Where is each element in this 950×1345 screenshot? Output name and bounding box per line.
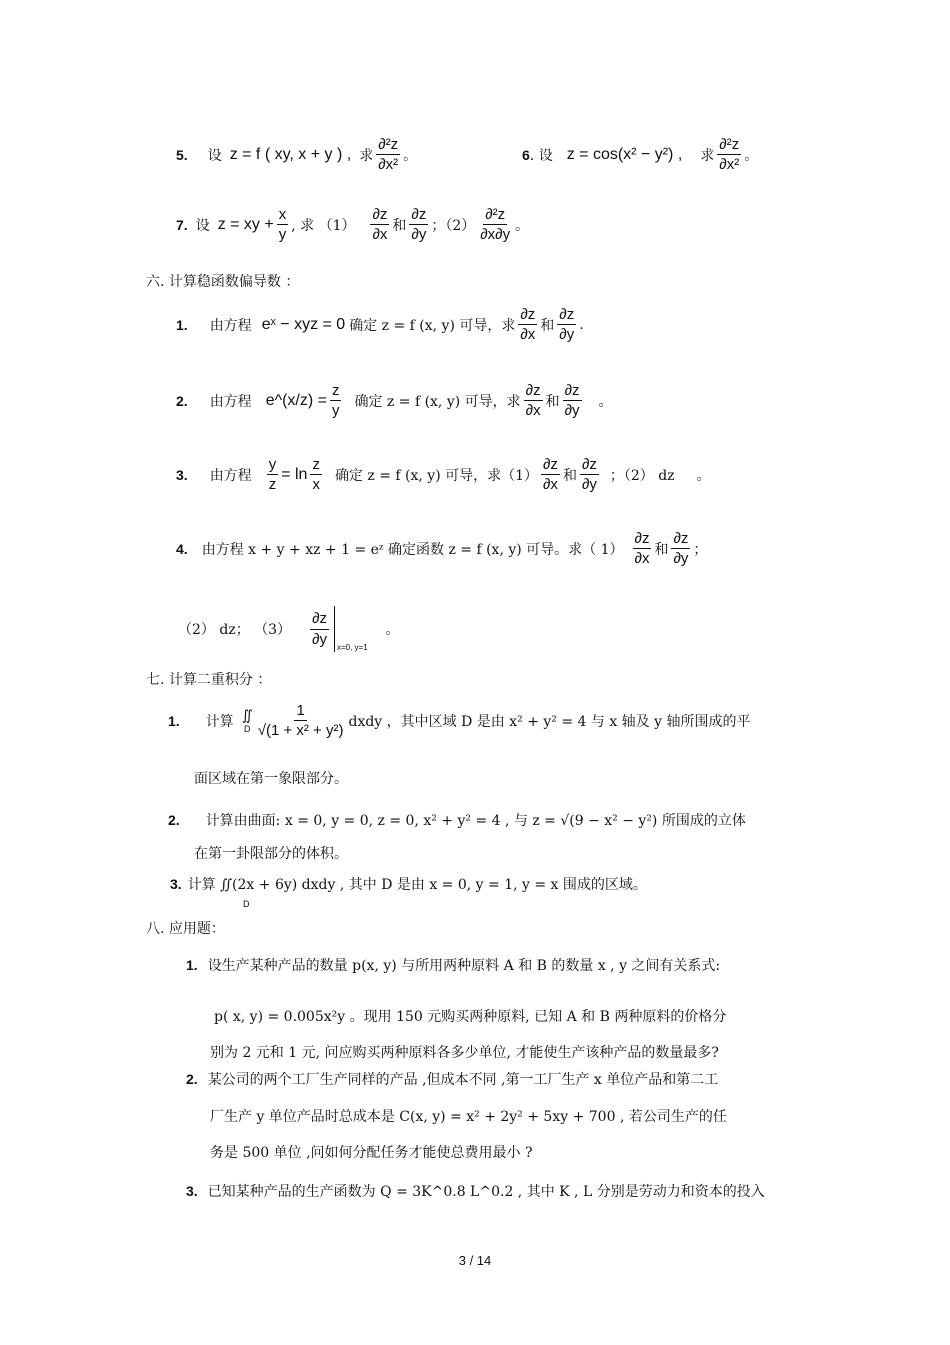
fraction [717, 136, 741, 174]
problem-number: 6 [522, 146, 530, 163]
page-number: 3 / 14 [458, 1253, 492, 1268]
problem-number: 7. [176, 216, 188, 233]
fraction-denominator: y [278, 226, 287, 244]
fraction-numerator: ∂z [633, 530, 652, 549]
problem-number: 2. [176, 392, 188, 409]
fraction-denominator: ∂x² [378, 156, 399, 174]
double-integral [242, 707, 253, 734]
problem-text: , 求 （1） [291, 217, 356, 234]
problem-number: 3. [176, 466, 188, 483]
section7-q1 [168, 702, 751, 740]
fraction [478, 206, 512, 244]
conjunction: 和 [545, 393, 560, 410]
section8-q1 [186, 955, 720, 975]
fraction [256, 702, 346, 740]
problem-text: ；（2） [431, 217, 476, 234]
problem-number: 3. [170, 876, 182, 892]
section6-q4 [176, 530, 707, 568]
math-expression: z = cos(x² − y²) , [566, 145, 683, 163]
fraction-numerator: ∂z [541, 456, 560, 475]
section6-q3 [176, 456, 711, 494]
fraction-denominator: y [331, 402, 340, 420]
problem-number: 1. [176, 316, 188, 333]
problem-5 [176, 136, 417, 174]
problem-text: 计算由曲面: x = 0, y = 0, z = 0, x² + y² = 4 , 与 z = √(9 − x² − y²) 所围成的立体 [205, 813, 746, 829]
section8-q1-line2: p( x, y) = 0.005x²y 。现用 150 元购买两种原料, 已知 A 和 B 两种原料的价格分 [214, 1009, 727, 1025]
math-expression: eˣ − xyz = 0 [261, 315, 346, 333]
section8-q2-line3: 务是 500 单位 ,问如何分配任务才能使总费用最小 ? [210, 1145, 533, 1161]
fraction [409, 206, 428, 244]
fraction-numerator: ∂z [557, 306, 576, 325]
fraction-numerator: x [277, 206, 289, 225]
fraction-denominator: ∂x [525, 402, 541, 420]
fraction-numerator: ∂z [518, 306, 537, 325]
fraction-numerator: ∂z [310, 610, 329, 629]
problem-text: 求 [359, 147, 374, 164]
fraction-denominator: ∂x² [719, 156, 740, 174]
fraction-numerator: ∂z [409, 206, 428, 225]
conjunction: 和 [540, 317, 555, 334]
math-expression: e^(x/z) = [265, 391, 327, 409]
problem-text: 设 [195, 217, 210, 234]
fraction-denominator: ∂x [520, 326, 536, 344]
problem-text: 计算 [205, 713, 234, 730]
fraction [267, 456, 279, 494]
conjunction: 和 [562, 467, 577, 484]
fraction-numerator: ∂z [524, 382, 543, 401]
fraction [310, 610, 329, 648]
fraction [277, 206, 289, 244]
fraction [376, 136, 400, 174]
punctuation: 。 [385, 622, 400, 638]
fraction-denominator: ∂x [372, 226, 388, 244]
fraction-numerator: z [330, 382, 342, 401]
punctuation: 。 [598, 393, 613, 410]
punctuation: 。 [403, 147, 418, 164]
problem-number: 4. [176, 540, 188, 557]
problem-text: dxdy ，其中区域 D 是由 x² + y² = 4 与 x 轴及 y 轴所围成的平 [348, 713, 751, 730]
math-expression: z = xy + [217, 215, 274, 233]
problem-text: 设生产某种产品的数量 p(x, y) 与所用两种原料 A 和 B 的数量 x , y 之间有关系式: [207, 958, 721, 974]
problem-text: 设 [207, 147, 222, 164]
fraction-denominator: ∂x∂y [480, 226, 511, 244]
section7-q3 [170, 874, 647, 894]
problem-text: 由方程 [209, 467, 252, 484]
fraction [330, 382, 342, 420]
fraction-numerator: ∂z [671, 530, 690, 549]
fraction-numerator: 1 [294, 702, 306, 721]
fraction-denominator: ∂y [673, 550, 689, 568]
section8-q1-line3: 别为 2 元和 1 元, 问应购买两种原料各多少单位, 才能使生产该种产品的数量最多? [210, 1045, 719, 1061]
problem-text: 确定 z = f (x, y) 可导，求 [354, 393, 521, 410]
fraction [370, 206, 389, 244]
fraction-denominator: z [268, 476, 277, 494]
fraction [310, 456, 322, 494]
fraction [671, 530, 690, 568]
conjunction: 和 [392, 217, 407, 234]
punctuation: 。 [515, 217, 530, 234]
fraction-denominator: ∂y [559, 326, 575, 344]
section7-q1-line2: 面区域在第一象限部分。 [194, 771, 348, 787]
problem-number: 2. [186, 1071, 198, 1087]
fraction-denominator: ∂y [564, 402, 580, 420]
fraction-numerator: ∂z [580, 456, 599, 475]
problem-text: 确定 z = f (x, y) 可导，求 [349, 317, 516, 334]
section6-q2 [176, 382, 613, 420]
problem-number: 3. [186, 1183, 198, 1199]
section6-q4-line2 [178, 606, 400, 652]
problem-text: 由方程 [209, 317, 252, 334]
integral-domain: D [243, 899, 250, 909]
section8-q3 [186, 1181, 765, 1201]
fraction [563, 382, 582, 420]
section-heading: 六. 计算稳函数偏导数 ： [146, 274, 300, 290]
fraction-numerator: ∂²z [717, 136, 741, 155]
punctuation: ； [693, 541, 708, 558]
problem-number: 5. [176, 146, 188, 163]
integral-domain: D [243, 724, 251, 735]
fraction-denominator: ∂y [411, 226, 427, 244]
problem-text: 已知某种产品的生产函数为 Q = 3K^0.8 L^0.2 , 其中 K , L 分别是劳动力和资本的投入 [207, 1184, 765, 1200]
fraction [524, 382, 543, 420]
integral-sign: ∬ [241, 707, 253, 724]
fraction-denominator: ∂x [543, 476, 558, 494]
fraction-denominator: ∂x [634, 550, 650, 568]
evaluation-bar [334, 606, 335, 652]
problem-7 [176, 206, 529, 244]
fraction [633, 530, 652, 568]
section-heading: 八. 应用题： [146, 921, 225, 937]
section7-q2 [168, 810, 746, 830]
problem-text: 计算 ∬(2x + 6y) dxdy , 其中 D 是由 x = 0, y = 1, y = x 围成的区域。 [187, 877, 647, 893]
math-expression: = ln [281, 465, 308, 483]
section7-q2-line2: 在第一卦限部分的体积。 [194, 846, 348, 862]
fraction-numerator: ∂z [370, 206, 389, 225]
problem-text: ；（2） dz [609, 467, 675, 484]
fraction-denominator: x [312, 476, 320, 494]
fraction [557, 306, 576, 344]
fraction-numerator: ∂²z [376, 136, 400, 155]
problem-text: 由方程 [209, 393, 252, 410]
problem-text: 某公司的两个工厂生产同样的产品 ,但成本不同 ,第一工厂生产 x 单位产品和第二工 [207, 1072, 719, 1088]
problem-text: 确定 z = f (x, y) 可导，求（1） [334, 467, 539, 484]
fraction-denominator: √(1 + x² + y²) [257, 722, 344, 740]
problem-text: . 设 [529, 147, 553, 164]
problem-text: （2） dz； （3） [178, 622, 292, 638]
fraction [580, 456, 599, 494]
fraction-denominator: ∂y [312, 630, 327, 648]
section8-q2-line2: 厂生产 y 单位产品时总成本是 C(x, y) = x² + 2y² + 5xy + 700 , 若公司生产的任 [210, 1109, 727, 1125]
fraction [541, 456, 560, 494]
problem-6 [522, 136, 758, 174]
punctuation: 。 [744, 147, 759, 164]
fraction [518, 306, 537, 344]
section-heading: 七. 计算二重积分 ： [146, 672, 272, 688]
fraction-numerator: y [267, 456, 279, 475]
punctuation: . [579, 316, 584, 333]
fraction-numerator: ∂²z [483, 206, 507, 225]
problem-text: 由方程 x + y + xz + 1 = eᶻ 确定函数 z = f (x, y) 可导。求（ 1） [201, 541, 624, 558]
fraction-numerator: ∂z [563, 382, 582, 401]
problem-text: 求 [700, 147, 715, 164]
section6-q1 [176, 306, 584, 344]
fraction-denominator: ∂y [581, 476, 597, 494]
fraction-numerator: z [310, 456, 322, 475]
problem-number: 2. [168, 812, 180, 828]
evaluation-point: x=0, y=1 [336, 643, 368, 652]
problem-number: 1. [186, 957, 198, 973]
conjunction: 和 [654, 541, 669, 558]
punctuation: 。 [696, 467, 711, 484]
problem-number: 1. [168, 712, 180, 729]
math-expression: z = f ( xy, x + y ) , [229, 145, 352, 163]
section8-q2 [186, 1069, 718, 1089]
